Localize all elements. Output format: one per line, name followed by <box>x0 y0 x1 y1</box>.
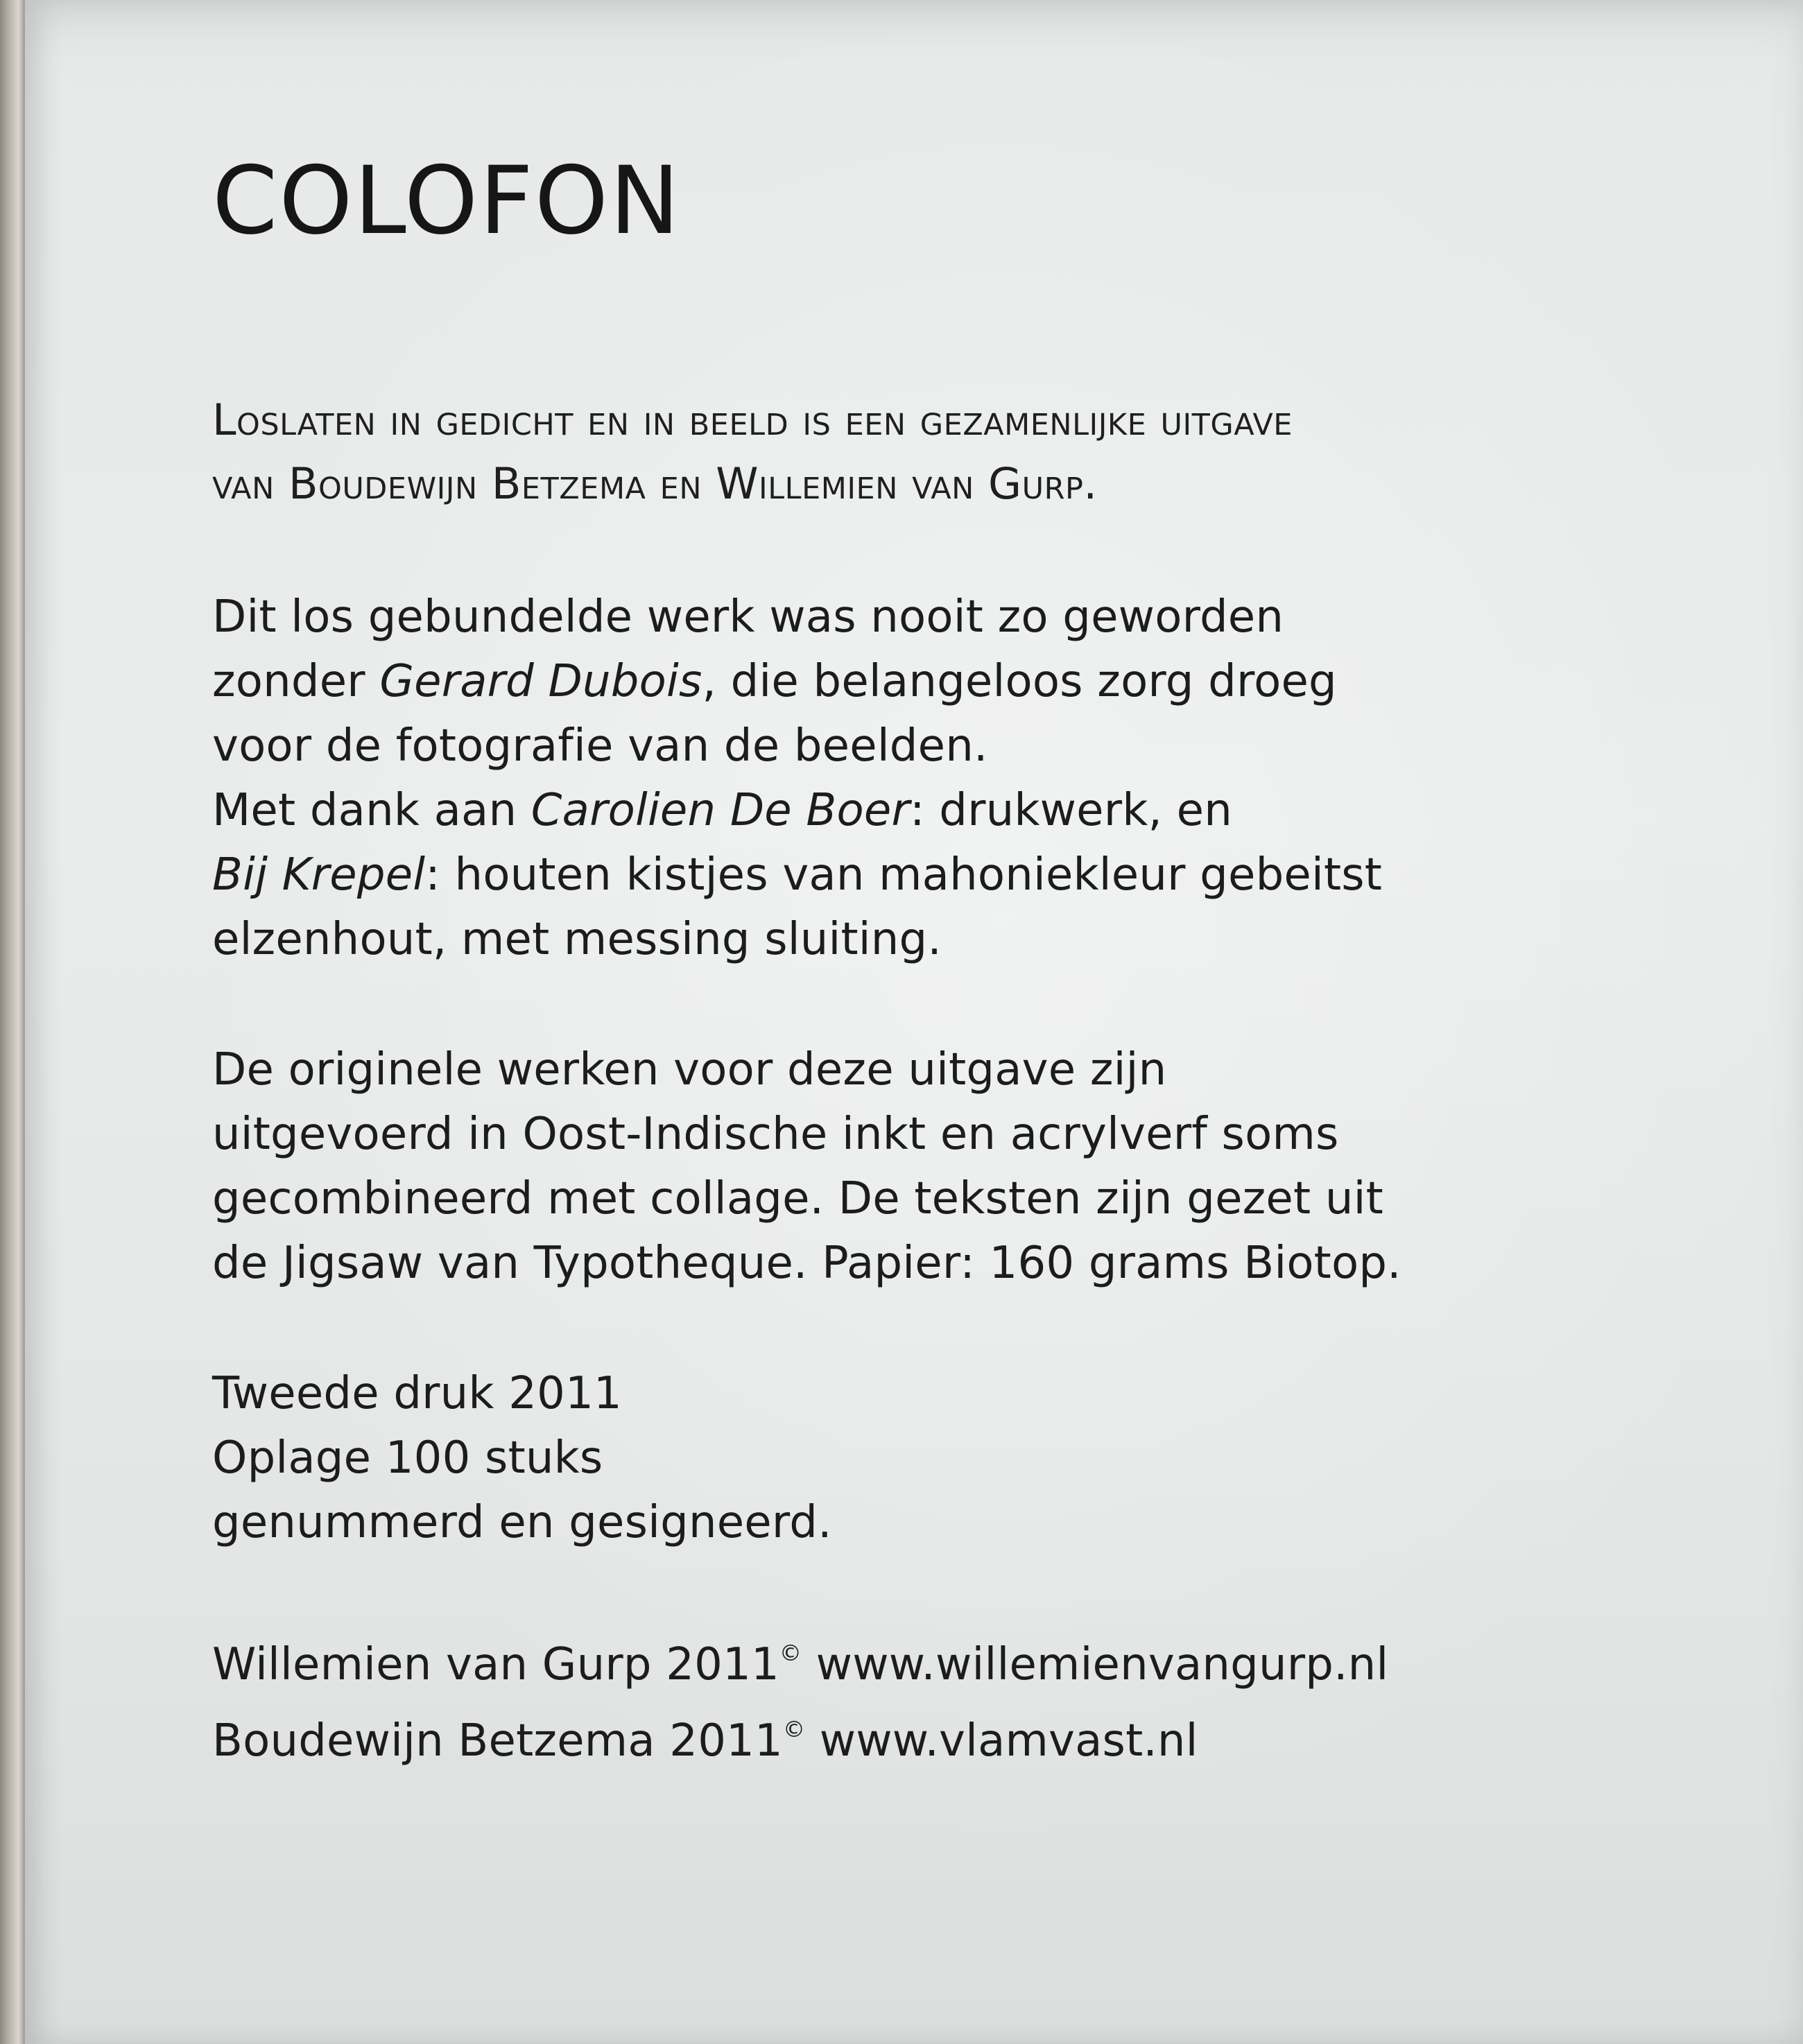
edition-line: Tweede druk 2011 <box>212 1368 622 1419</box>
box-maker-name: Bij Krepel <box>212 849 426 901</box>
text: : drukwerk, en <box>909 785 1232 836</box>
edition-paragraph <box>212 1362 1460 1555</box>
website-url: www.vlamvast.nl <box>805 1715 1198 1767</box>
materials-paragraph <box>212 1038 1460 1296</box>
text: zonder <box>212 656 380 707</box>
credits-line: voor de fotografie van de beelden. <box>212 720 988 772</box>
credits-line: elzenhout, met messing sluiting. <box>212 914 942 965</box>
materials-line: uitgevoerd in Oost-Indische inkt en acrylverf soms <box>212 1109 1339 1160</box>
photographer-name: Gerard Dubois <box>379 656 702 707</box>
text: Willemien van Gurp 2011 <box>212 1639 779 1691</box>
edition-line: genummerd en gesigneerd. <box>212 1497 832 1548</box>
materials-line: gecombineerd met collage. De teksten zijn gezet uit <box>212 1173 1383 1224</box>
intro-paragraph <box>212 388 1460 516</box>
credits-line <box>212 779 1460 843</box>
book-page <box>25 0 1803 2044</box>
website-url: www.willemienvangurp.nl <box>802 1639 1389 1691</box>
materials-line: De originele werken voor deze uitgave zijn <box>212 1044 1167 1095</box>
page-title: COLOFON <box>212 146 682 255</box>
credits-line: Dit los gebundelde werk was nooit zo geworden <box>212 591 1284 643</box>
colophon <box>212 146 1460 1774</box>
credits-paragraph <box>212 585 1460 972</box>
copyright-symbol: © <box>779 1640 802 1666</box>
intro-line: van Boudewijn Betzema en Willemien van Gurp. <box>212 458 1098 509</box>
edition-line: Oplage 100 stuks <box>212 1432 603 1484</box>
credits-line <box>212 650 1460 714</box>
copyright-paragraph <box>212 1621 1460 1774</box>
intro-line: Loslaten in gedicht en in beeld is een gezamenlijke uitgave <box>212 395 1293 445</box>
copyright-line <box>212 1621 1460 1697</box>
text: , die belangeloos zorg droeg <box>702 656 1337 707</box>
text: Boudewijn Betzema 2011 <box>212 1715 783 1767</box>
printer-name: Carolien De Boer <box>530 785 910 836</box>
text: Met dank aan <box>212 785 531 836</box>
copyright-line <box>212 1697 1460 1774</box>
credits-line <box>212 843 1460 908</box>
text: : houten kistjes van mahoniekleur gebeitst <box>425 849 1383 901</box>
materials-line: de Jigsaw van Typotheque. Papier: 160 grams Biotop. <box>212 1238 1401 1289</box>
copyright-symbol: © <box>782 1716 806 1743</box>
